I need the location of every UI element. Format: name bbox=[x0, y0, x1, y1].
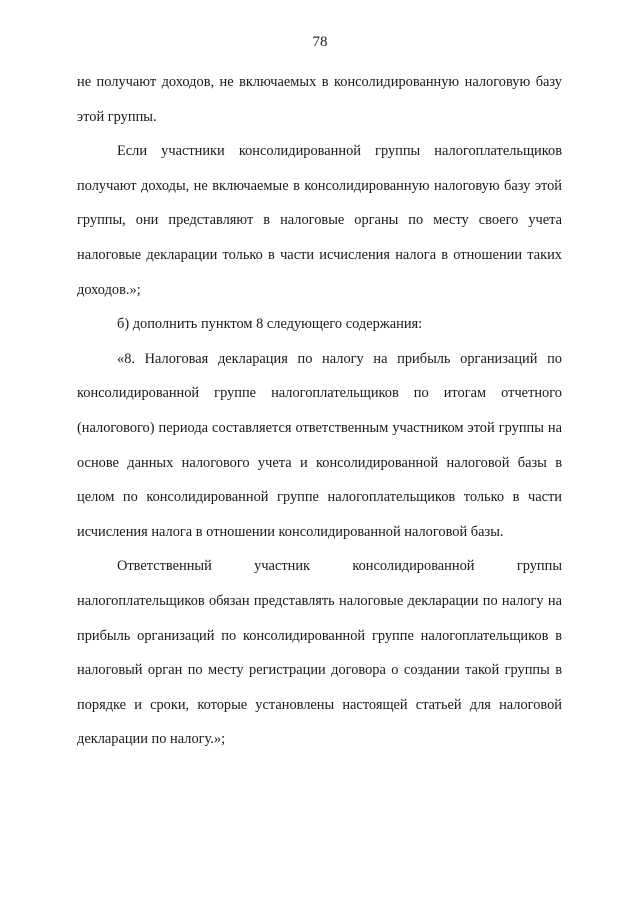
paragraph-continuation: не получают доходов, не включаемых в консолидированную налоговую базу этой группы. bbox=[77, 74, 562, 125]
page-number: 78 bbox=[312, 34, 328, 50]
paragraph-separate-declarations: Если участники консолидированной группы налогоплательщиков получают доходы, не включаемые в консолидированную налоговую базу этой группы, они представляют в налоговые органы по месту своего учета налоговые декларации только в части исчисления налога в отношении таких доходов.»; bbox=[77, 143, 562, 298]
paragraph-clause-8: «8. Налоговая декларация по налогу на прибыль организаций по консолидированной группе налогоплательщиков по итогам отчетного (налогового) периода составляется ответственным участником этой группы на основе данных налогового учета и консолидированной налоговой базы в целом по консолидированной группе налогоплательщиков только в части исчисления налога в отношении консолидированной налоговой базы. bbox=[77, 350, 562, 540]
paragraph-responsible-participant: Ответственный участник консолидированной группы налогоплательщиков обязан представлять налоговые декларации по налогу на прибыль организаций по консолидированной группе налогоплательщиков в налоговый орган по месту регистрации договора о создании такой группы в порядке и сроки, которые установлены настоящей статьей для налоговой декларации по налогу.»; bbox=[77, 558, 562, 748]
paragraph-amendment-intro: б) дополнить пунктом 8 следующего содержания: bbox=[117, 316, 423, 333]
document-body bbox=[77, 65, 562, 757]
